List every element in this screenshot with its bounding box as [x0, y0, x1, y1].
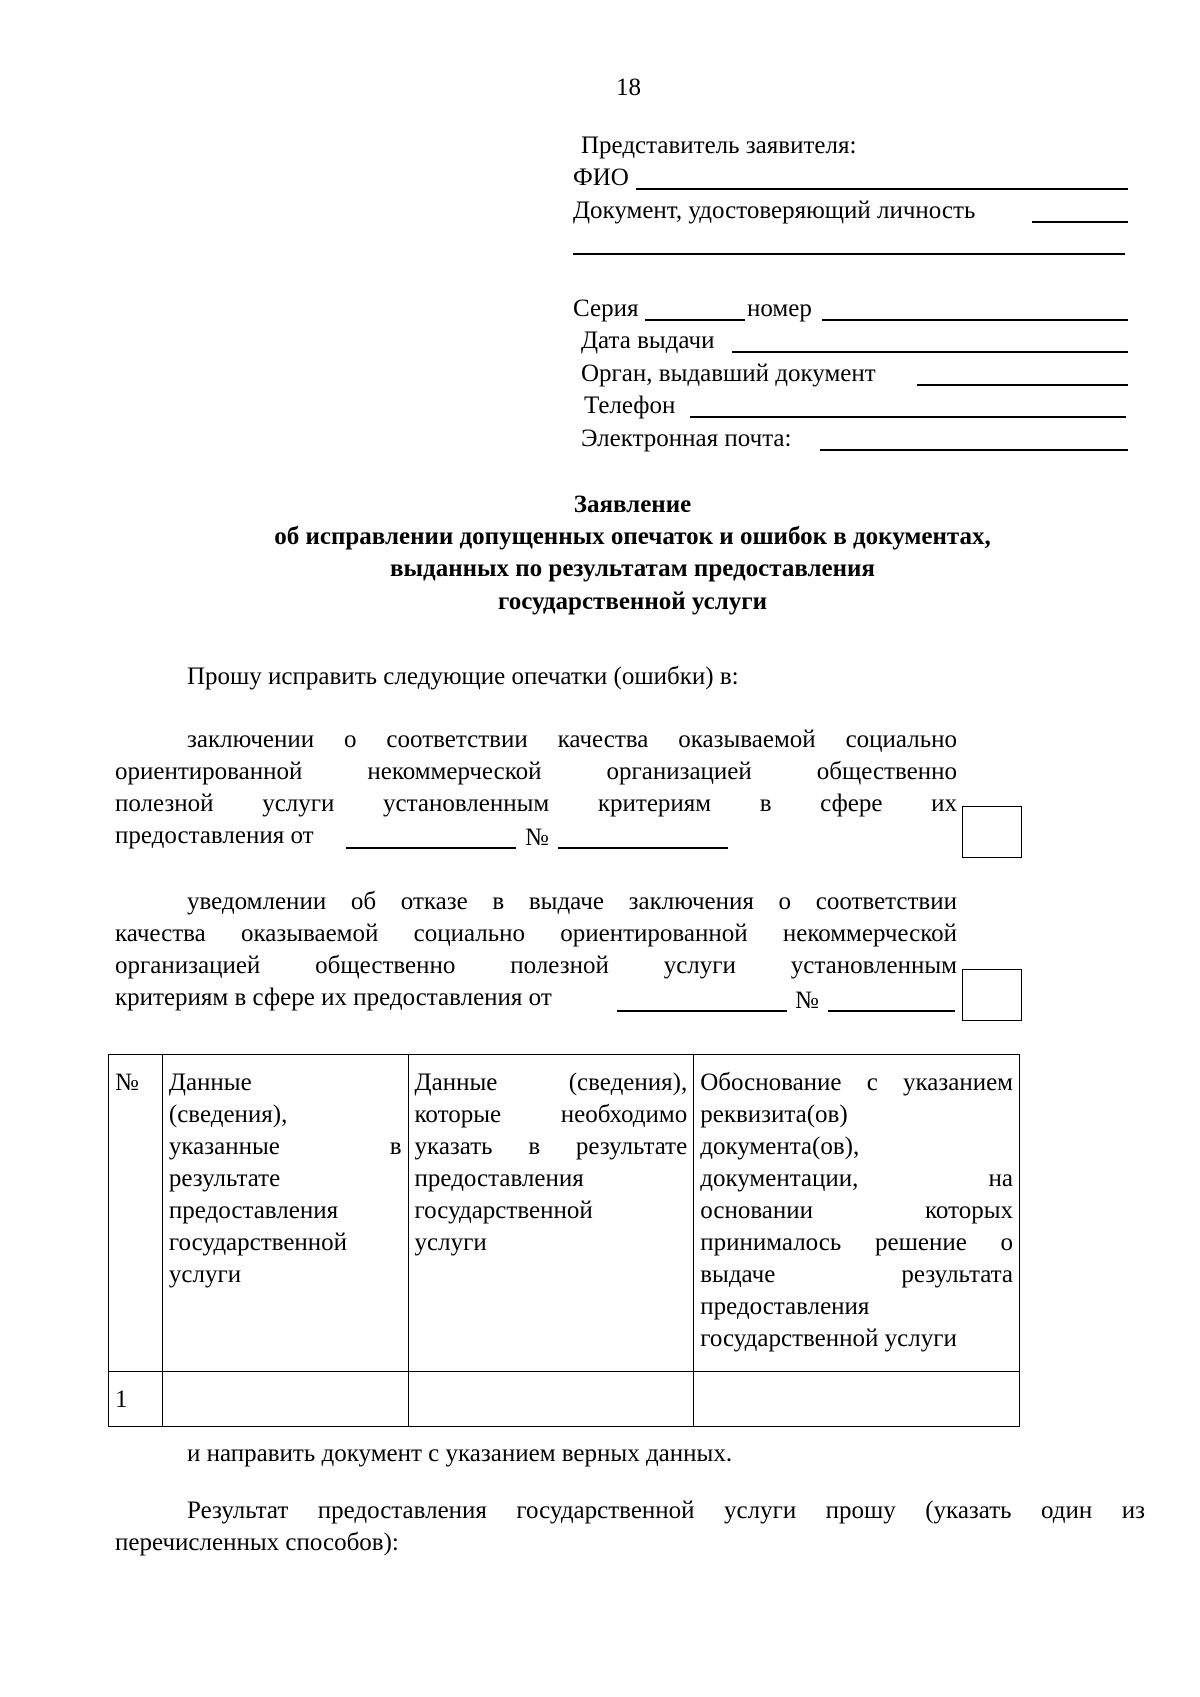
header-col-3-line: документации, на — [700, 1165, 1013, 1192]
header-col-1-line: результате — [168, 1165, 281, 1192]
header-col-2-line: услуги — [414, 1229, 487, 1256]
header-col-1-line: предоставления — [168, 1197, 339, 1224]
id-document-field-line-2[interactable] — [573, 253, 1125, 255]
header-col-2-line: государственной — [414, 1197, 593, 1224]
title-line-2: об исправлении допущенных опечаток и ошибок в документах, — [274, 523, 991, 550]
header-col-1-line: Данные — [168, 1069, 252, 1096]
option-2-number-sign: № — [795, 987, 819, 1014]
option-1-number-sign: № — [525, 824, 549, 851]
fio-field-line[interactable] — [636, 188, 1128, 190]
result-request-text — [115, 1495, 1145, 1559]
header-num-label: № — [115, 1069, 139, 1096]
title-line-3: выданных по результатам предоставления — [390, 555, 875, 582]
option-2-text — [115, 886, 957, 1014]
series-field-line[interactable] — [645, 319, 745, 321]
option-2-line-3: организацией общественно полезной услуги установленным — [115, 952, 957, 979]
result-request-line-1: Результат предоставления государственной услуги прошу (указать один из — [187, 1497, 1145, 1524]
header-col-3-line: основании которых — [700, 1197, 1013, 1224]
representative-heading: Представитель заявителя: — [581, 132, 857, 159]
table-header-row — [109, 1055, 1020, 1372]
email-label: Электронная почта: — [581, 425, 792, 452]
header-col-3-line: документа(ов), — [700, 1133, 860, 1160]
row-num: 1 — [115, 1386, 128, 1413]
request-intro: Прошу исправить следующие опечатки (ошибки) в: — [187, 663, 739, 690]
issuer-label: Орган, выдавший документ — [581, 360, 876, 387]
number-field-line[interactable] — [822, 319, 1128, 321]
row-col-2-cell[interactable] — [408, 1372, 694, 1427]
header-col-1-line: указанные в — [168, 1133, 402, 1160]
header-col-2-line: предоставления — [414, 1165, 584, 1192]
header-col-3-line: выдаче результата — [700, 1261, 1013, 1288]
header-col-3-line: реквизита(ов) — [700, 1101, 848, 1128]
title-line-4: государственной услуги — [497, 588, 768, 615]
after-table-text: и направить документ с указанием верных данных. — [187, 1440, 733, 1467]
header-col-2-text — [415, 1067, 688, 1259]
series-label: Серия — [573, 295, 639, 322]
phone-label: Телефон — [584, 392, 676, 419]
page-number: 18 — [616, 74, 641, 101]
id-document-field-line[interactable] — [1032, 221, 1128, 223]
option-2-line-1: уведомлении об отказе в выдаче заключения о соответствии — [187, 888, 957, 915]
header-col-1 — [162, 1055, 408, 1372]
row-col-1-cell[interactable] — [162, 1372, 408, 1427]
option-1-checkbox[interactable] — [962, 806, 1022, 858]
option-1-line-1: заключении о соответствии качества оказываемой социально — [187, 726, 957, 753]
option-2-checkbox[interactable] — [962, 969, 1022, 1021]
option-1-line-3: полезной услуги установленным критериям в сфере их — [115, 790, 957, 817]
result-request-line-2: перечисленных способов): — [115, 1529, 399, 1556]
option-1-number-field-line[interactable] — [558, 847, 728, 849]
header-col-1-line: (сведения), — [168, 1101, 288, 1128]
row-num-cell — [109, 1372, 163, 1427]
row-col-3-cell[interactable] — [694, 1372, 1020, 1427]
header-col-2-line: которые необходимо — [414, 1101, 688, 1128]
option-1-date-field-line[interactable] — [346, 847, 516, 849]
header-col-1-text — [169, 1067, 402, 1291]
header-col-3-line: Обоснование с указанием — [700, 1069, 1013, 1096]
header-col-3-line: принималось решение о — [700, 1229, 1013, 1256]
option-1-line-2: ориентированной некоммерческой организацией общественно — [115, 758, 957, 785]
option-1-date-label: предоставления от — [115, 822, 314, 849]
issuer-field-line[interactable] — [917, 384, 1128, 386]
header-col-2-line: указать в результате — [414, 1133, 688, 1160]
corrections-table — [108, 1054, 1020, 1427]
header-num — [109, 1055, 163, 1372]
header-col-2-line: Данные (сведения), — [414, 1069, 688, 1096]
header-col-3 — [694, 1055, 1020, 1372]
header-col-2 — [408, 1055, 694, 1372]
option-2-line-2: качества оказываемой социально ориентированной некоммерческой — [115, 920, 957, 947]
header-col-1-line: услуги — [168, 1261, 242, 1288]
title-line-1: Заявление — [573, 491, 692, 518]
header-col-3-line: предоставления — [700, 1293, 870, 1320]
table-row — [109, 1372, 1020, 1427]
fio-label: ФИО — [573, 164, 629, 191]
option-2-date-field-line[interactable] — [617, 1010, 787, 1012]
number-label: номер — [747, 295, 812, 322]
option-2-date-label: критериям в сфере их предоставления от — [115, 984, 552, 1011]
phone-field-line[interactable] — [690, 416, 1126, 418]
issue-date-field-line[interactable] — [732, 351, 1128, 353]
option-2-number-field-line[interactable] — [828, 1010, 955, 1012]
email-field-line[interactable] — [820, 449, 1128, 451]
id-document-label: Документ, удостоверяющий личность — [573, 197, 976, 224]
header-col-1-line: государственной — [168, 1229, 348, 1256]
header-col-3-text — [700, 1067, 1013, 1355]
header-col-3-line: государственной услуги — [700, 1325, 957, 1352]
issue-date-label: Дата выдачи — [581, 327, 715, 354]
